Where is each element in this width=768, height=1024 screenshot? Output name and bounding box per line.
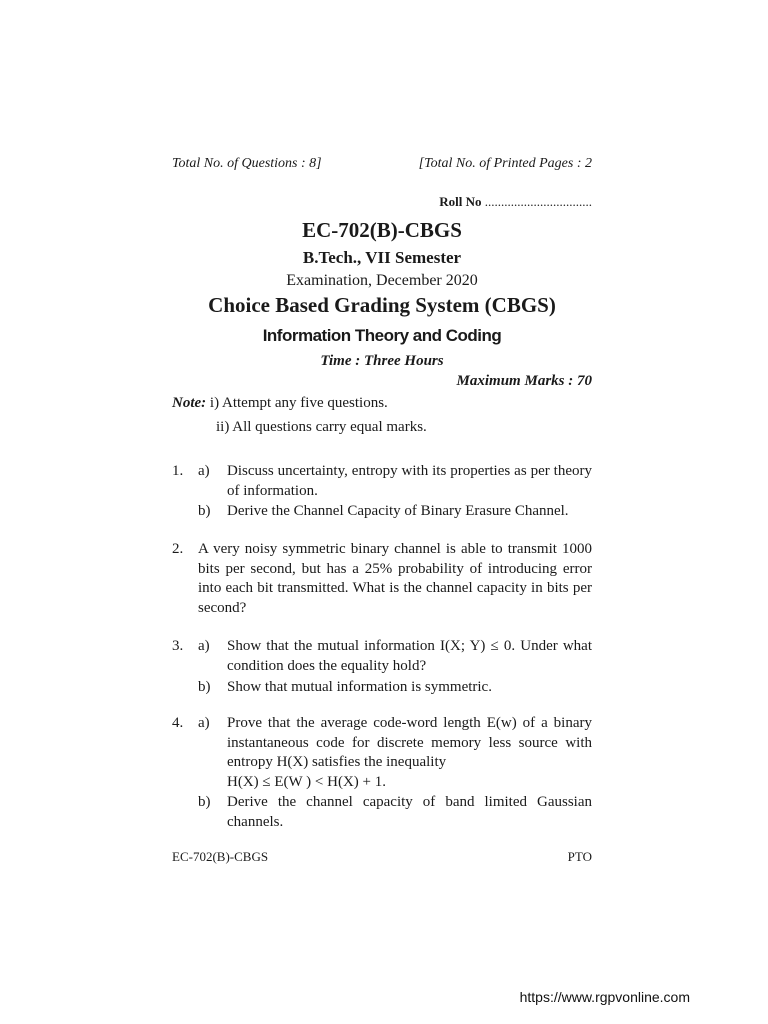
question-number: 1. xyxy=(172,463,184,479)
footer-pto: PTO xyxy=(567,849,592,864)
subject-title: Information Theory and Coding xyxy=(262,326,502,345)
question-text: Prove that the average code-word length E(w) of a binary instantaneous code for discrete memory less source with entropy H(X) satisfies the inequality xyxy=(227,715,592,770)
sub-label: a) xyxy=(198,715,210,731)
question-number: 4. xyxy=(172,715,184,731)
question-number: 3. xyxy=(172,638,184,654)
note-item-2: ii) All questions carry equal marks. xyxy=(216,419,427,435)
sub-label: b) xyxy=(198,794,211,810)
footer-code: EC-702(B)-CBGS xyxy=(172,849,269,864)
sub-label: b) xyxy=(198,679,211,695)
question-3b xyxy=(198,678,592,698)
total-pages: [Total No. of Printed Pages : 2 xyxy=(418,156,592,171)
sub-label: a) xyxy=(198,638,210,654)
question-1b xyxy=(198,502,592,522)
watermark-url: https://www.rgpvonline.com xyxy=(519,989,690,1005)
roll-dots: ................................. xyxy=(481,194,592,209)
maximum-marks: Maximum Marks : 70 xyxy=(456,373,592,389)
question-4a xyxy=(198,714,592,792)
exam-session: Examination, December 2020 xyxy=(286,272,478,289)
total-questions: Total No. of Questions : 8] xyxy=(172,156,322,171)
sub-label: a) xyxy=(198,463,210,479)
question-1a xyxy=(198,462,592,501)
roll-label: Roll No xyxy=(439,194,482,209)
question-text: Discuss uncertainty, entropy with its properties as per theory of information. xyxy=(227,463,592,499)
note-line-1 xyxy=(172,395,592,412)
question-text: Show that the mutual information I(X; Y) ≤ 0. Under what condition does the equality hold? xyxy=(227,638,592,674)
time-allowed: Time : Three Hours xyxy=(320,353,444,369)
question-4b xyxy=(198,793,592,832)
note-item-1: i) Attempt any five questions. xyxy=(209,395,388,411)
question-3a xyxy=(198,637,592,676)
semester: B.Tech., VII Semester xyxy=(302,248,462,267)
inequality-formula: H(X) ≤ E(W ) < H(X) + 1. xyxy=(227,773,387,790)
note-label: Note: xyxy=(172,395,207,411)
question-text: Show that mutual information is symmetric. xyxy=(227,679,492,695)
question-text: Derive the channel capacity of band limited Gaussian channels. xyxy=(227,794,592,830)
grading-system: Choice Based Grading System (CBGS) xyxy=(208,293,556,317)
roll-number-line xyxy=(172,194,592,210)
question-text: A very noisy symmetric binary channel is able to transmit 1000 bits per second, but has a 25% probability of introducing error into each bit transmitted. What is the channel capacity in bits per second? xyxy=(198,541,592,616)
question-number: 2. xyxy=(172,541,184,557)
question-text: Derive the Channel Capacity of Binary Erasure Channel. xyxy=(227,503,569,519)
paper-code: EC-702(B)-CBGS xyxy=(302,218,462,242)
sub-label: b) xyxy=(198,503,211,519)
